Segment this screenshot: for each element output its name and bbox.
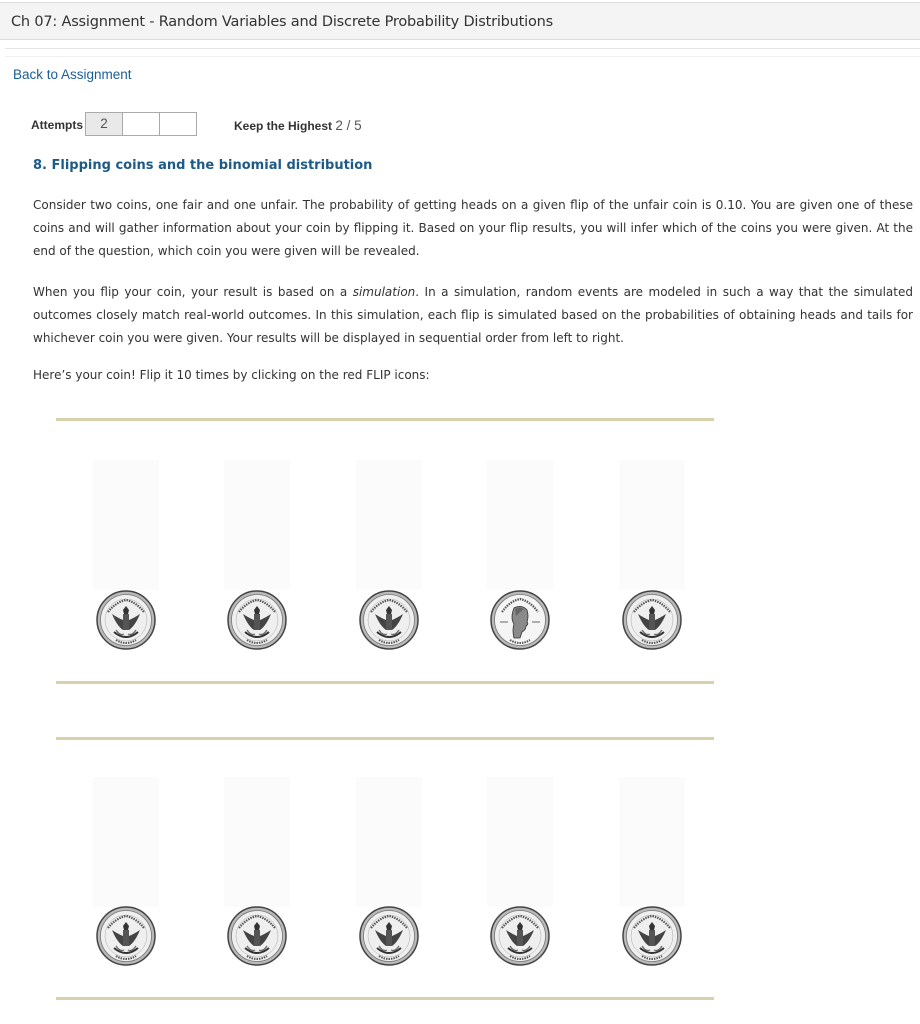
question-paragraph	[33, 281, 913, 350]
coin-tails-icon	[96, 590, 156, 650]
panel-top-rule	[56, 418, 714, 421]
keep-highest-label	[234, 118, 362, 133]
slot-background	[619, 777, 685, 907]
slot-background	[93, 777, 159, 907]
page-header	[0, 2, 920, 40]
slot-background	[356, 777, 422, 907]
simulation-emphasis: simulation	[352, 285, 416, 299]
panel-bottom-rule	[56, 997, 714, 1000]
question-paragraph: Consider two coins, one fair and one unfair. The probability of getting heads on a given flip of the unfair coin is 0.10. You are given one of these coins and will gather information about your coin by flipping it. Based on your flip results, you will infer which of the coins you were given. At the end of the question, which coin you were given will be revealed.	[33, 198, 913, 258]
attempt-box: 2	[85, 112, 123, 136]
coin-tails-icon	[359, 906, 419, 966]
coin-flip-panel-2	[56, 737, 714, 1005]
slot-background	[224, 460, 290, 590]
panel-top-rule	[56, 737, 714, 740]
attempt-box	[159, 112, 197, 136]
back-to-assignment-link[interactable]: Back to Assignment	[13, 67, 132, 82]
question-title: 8. Flipping coins and the binomial distribution	[33, 158, 373, 173]
slot-background	[93, 460, 159, 590]
page-title: Ch 07: Assignment - Random Variables and Discrete Probability Distributions	[11, 14, 553, 30]
coin-tails-icon	[96, 906, 156, 966]
divider	[5, 48, 920, 49]
paragraph-text: When you flip your coin, your result is based on a	[33, 285, 353, 299]
coin-tails-icon	[490, 906, 550, 966]
coin-tails-icon	[622, 906, 682, 966]
coin-tails-icon	[227, 906, 287, 966]
attempt-box	[122, 112, 160, 136]
coin-tails-icon	[359, 590, 419, 650]
slot-background	[224, 777, 290, 907]
slot-background	[356, 460, 422, 590]
keep-highest-text: Keep the Highest	[234, 119, 333, 133]
coin-flip-panel-1	[56, 418, 714, 686]
attempts-indicator	[85, 112, 196, 136]
slot-background	[619, 460, 685, 590]
slot-background	[487, 777, 553, 907]
divider	[5, 56, 920, 57]
flip-instructions: Here’s your coin! Flip it 10 times by clicking on the red FLIP icons:	[33, 368, 430, 382]
coin-tails-icon	[622, 590, 682, 650]
panel-bottom-rule	[56, 681, 714, 684]
attempts-label: Attempts	[31, 118, 84, 132]
slot-background	[487, 460, 553, 590]
paragraph-text: . In a simulation, random events are modeled in such a way that the simulated outcomes closely match real-world outcomes. In this simulation, each flip is simulated based on the probabilities of obtaining heads and tails for whichever coin you were given. Your results will be displayed in sequential order from left to right.	[33, 285, 913, 345]
coin-heads-icon	[490, 590, 550, 650]
score-value: 2 / 5	[335, 118, 362, 133]
coin-tails-icon	[227, 590, 287, 650]
